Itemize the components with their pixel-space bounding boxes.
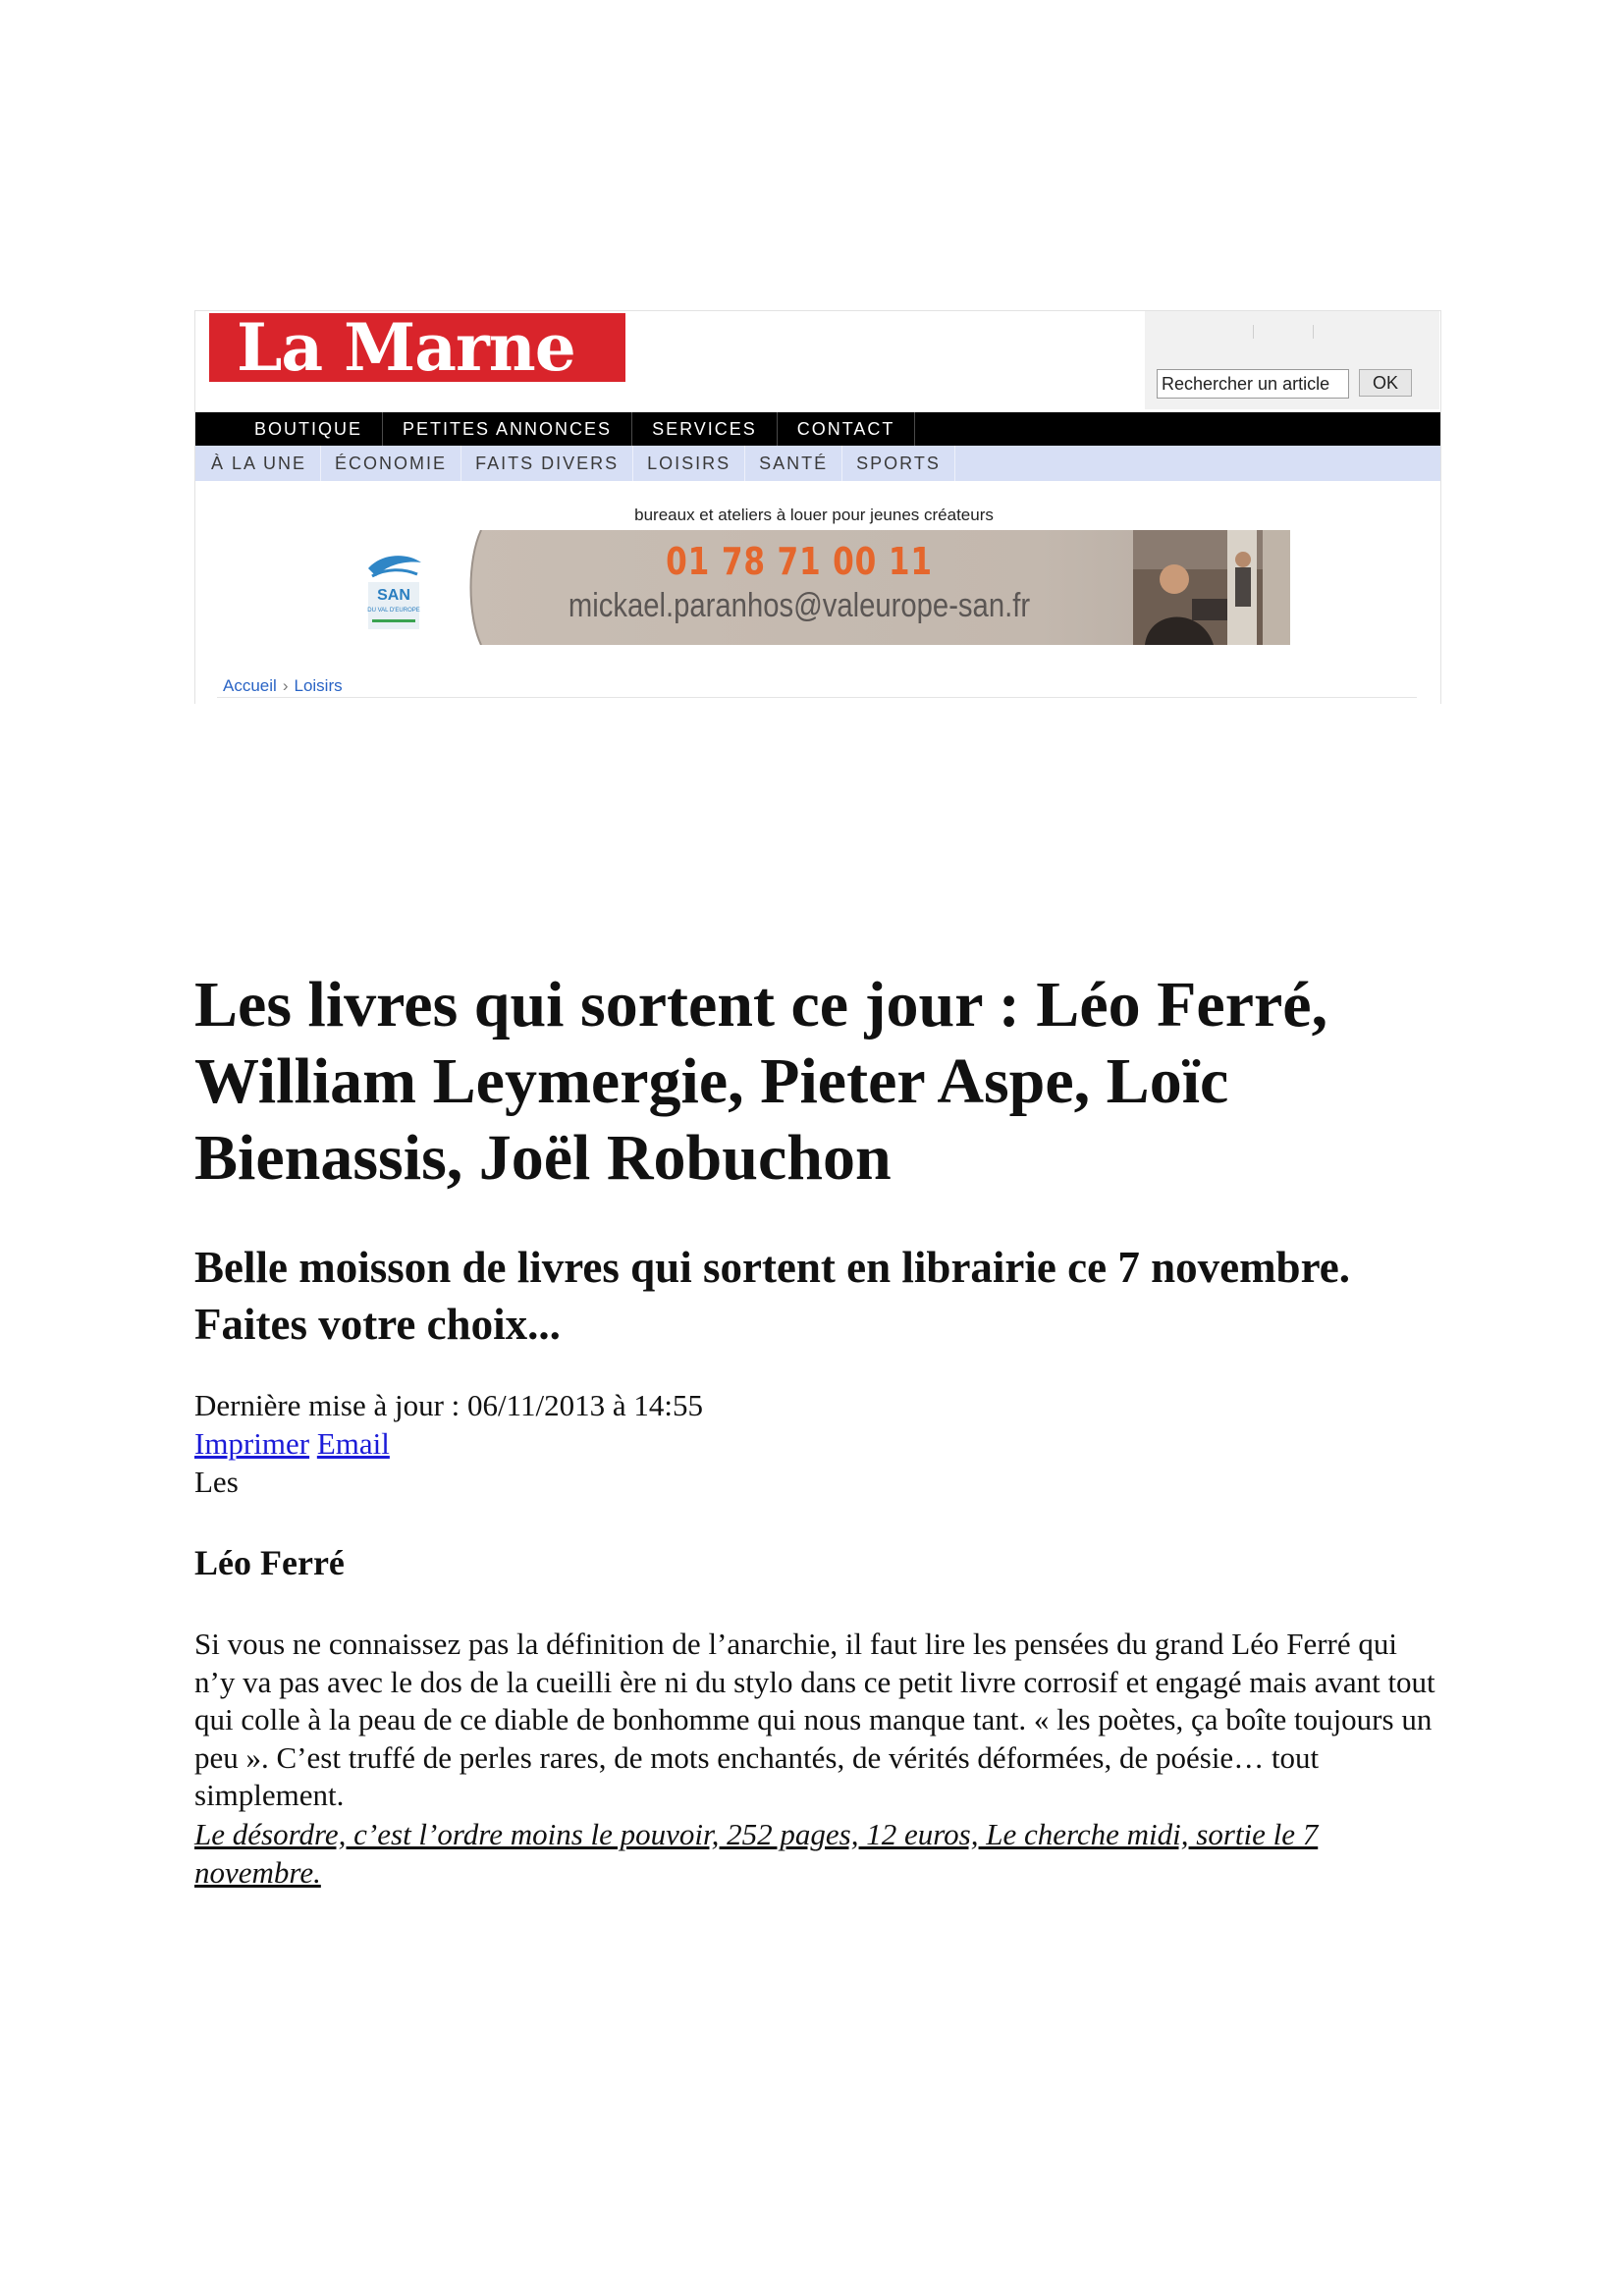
nav-item-services[interactable]: SERVICES <box>632 412 778 446</box>
section-item-sports[interactable]: SPORTS <box>842 446 955 481</box>
site-logo[interactable]: La Marne <box>209 313 625 382</box>
search-ok-button[interactable]: OK <box>1359 369 1412 397</box>
section-item-sante[interactable]: SANTÉ <box>745 446 842 481</box>
top-nav <box>195 412 1440 446</box>
breadcrumb-home[interactable]: Accueil <box>223 676 277 695</box>
san-logo-text: SAN <box>377 587 410 604</box>
section-item-a-la-une[interactable]: À LA UNE <box>197 446 321 481</box>
section-item-faits-divers[interactable]: FAITS DIVERS <box>461 446 633 481</box>
article-body: Si vous ne connaissez pas la définition de l’anarchie, il faut lire les pensées du grand Léo Ferré qui n’y va pas avec le dos de la cueilli ère ni du stylo dans ce petit livre corrosif et engagé mais avant tout qui colle à la peau de ce diable de bonhomme qui nous manque tant. « les poètes, ça boîte toujours un peu ». C’est truffé de perles rares, de mots enchantés, de vérités déformées, de poésie… tout simplement. <box>194 1627 1435 1812</box>
book-reference: Le désordre, c’est l’ordre moins le pouvoir, 252 pages, 12 euros, Le cherche midi, sortie le 7 novembre. <box>194 1817 1319 1890</box>
nav-item-contact[interactable]: CONTACT <box>778 412 916 446</box>
email-link[interactable]: Email <box>316 1426 390 1461</box>
san-logo-icon <box>362 551 425 635</box>
search-input[interactable] <box>1157 369 1349 399</box>
nav-item-boutique[interactable]: BOUTIQUE <box>235 412 383 446</box>
breadcrumb-loisirs[interactable]: Loisirs <box>294 676 343 695</box>
section-item-loisirs[interactable]: LOISIRS <box>633 446 745 481</box>
nav-item-petites-annonces[interactable]: PETITES ANNONCES <box>383 412 632 446</box>
breadcrumb <box>223 676 343 696</box>
ad-banner[interactable] <box>456 530 1290 645</box>
article-actions <box>194 1425 390 1463</box>
article-headline: Les livres qui sortent ce jour : Léo Ferré, William Leymergie, Pieter Aspe, Loïc Bienassis, Joël Robuchon <box>194 969 1328 1194</box>
utility-dividers <box>1253 325 1314 339</box>
ad-caption: bureaux et ateliers à louer pour jeunes créateurs <box>634 506 994 524</box>
breadcrumb-separator: › <box>282 676 289 695</box>
ad-email: mickael.paranhos@valeurope-san.fr <box>568 587 1031 624</box>
utility-bar <box>1145 311 1439 409</box>
section-item-economie[interactable]: ÉCONOMIE <box>321 446 461 481</box>
san-logo-subtext: DU VAL D'EUROPE <box>367 608 420 614</box>
site-header-screenshot <box>194 310 1441 704</box>
section-title: Léo Ferré <box>194 1543 345 1582</box>
article-intro: Les <box>194 1465 239 1499</box>
office-photo-icon <box>1133 530 1290 645</box>
breadcrumb-divider <box>217 697 1417 698</box>
section-nav <box>195 446 1440 481</box>
article-subtitle: Belle moisson de livres qui sortent en librairie ce 7 novembre. Faites votre choix... <box>194 1243 1350 1349</box>
ad-phone: 01 78 71 00 11 <box>666 540 933 583</box>
print-link[interactable]: Imprimer <box>194 1426 310 1461</box>
last-updated: Dernière mise à jour : 06/11/2013 à 14:55 <box>194 1388 703 1422</box>
